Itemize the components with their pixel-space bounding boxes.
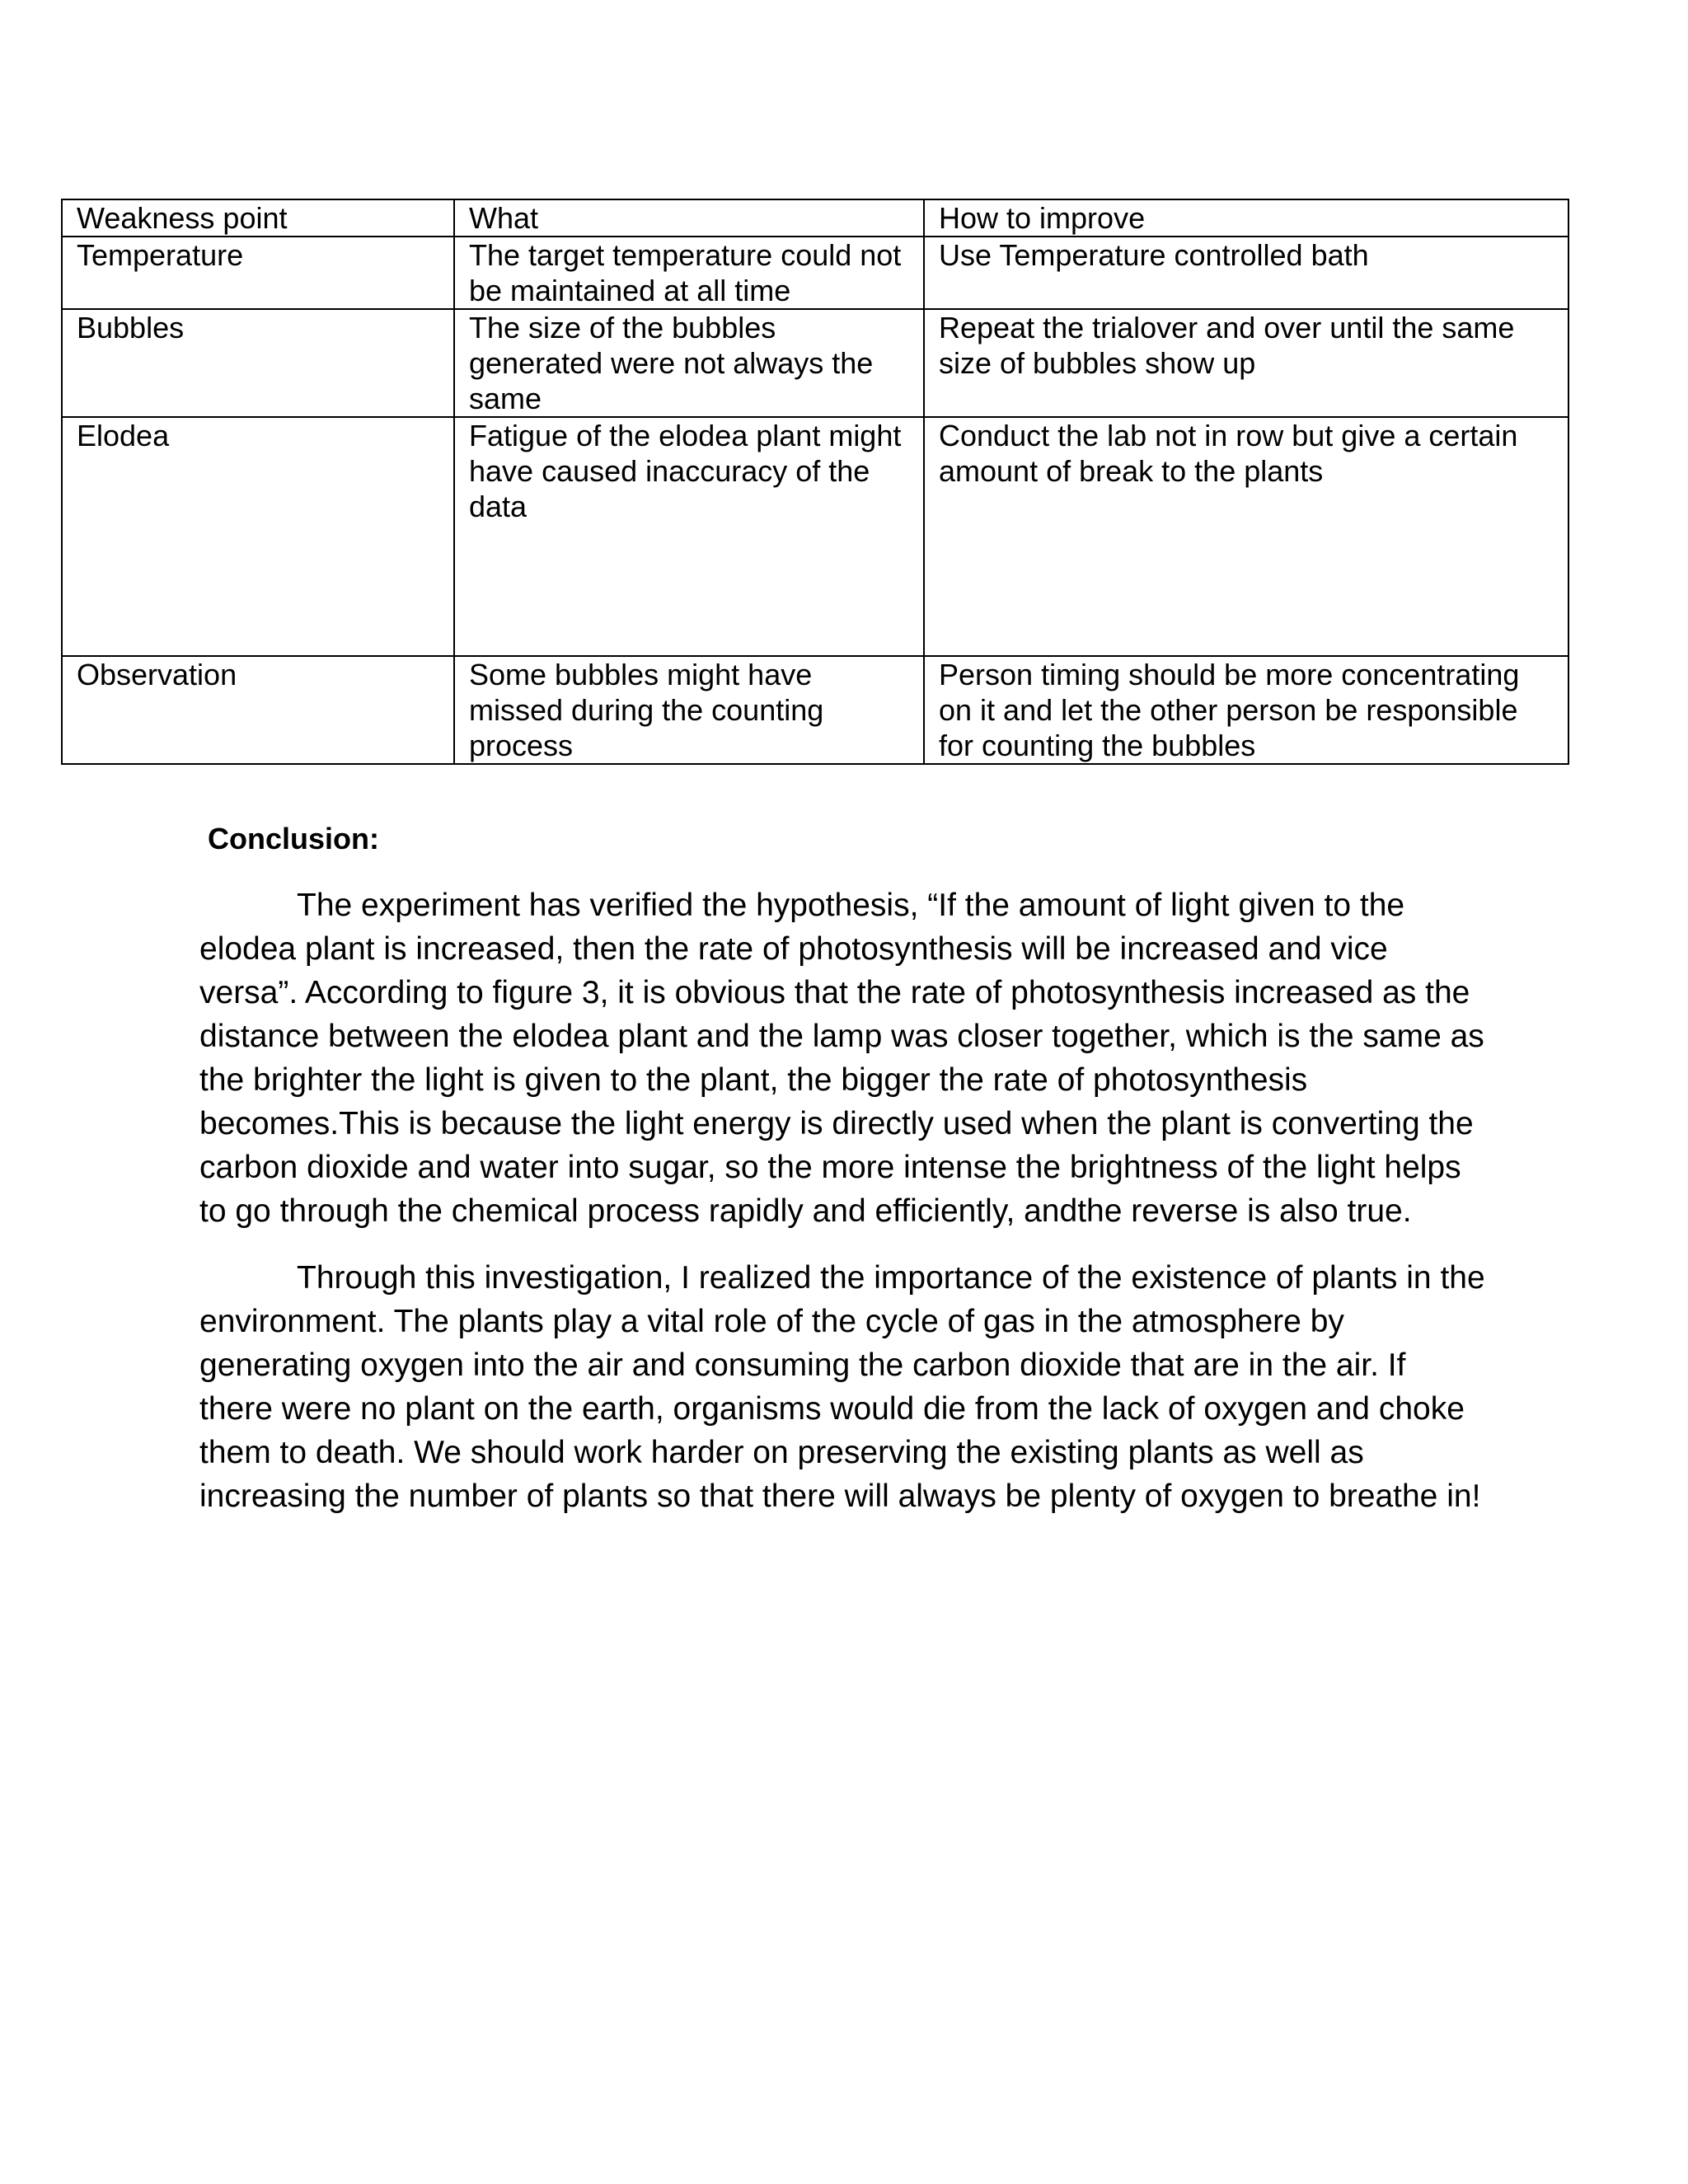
table-cell: Fatigue of the elodea plant might have caused inaccuracy of the data [454,417,924,656]
table-cell: Use Temperature controlled bath [924,237,1568,309]
table-cell: Bubbles [62,309,454,417]
table-cell: The target temperature could not be maintained at all time [454,237,924,309]
table-row [62,656,1568,764]
header-cell-what: What [454,199,924,237]
table-row [62,309,1568,417]
header-cell-how-to-improve: How to improve [924,199,1568,237]
header-cell-weakness-point: Weakness point [62,199,454,237]
table-cell: Person timing should be more concentrating on it and let the other person be responsible for counting the bubbles [924,656,1568,764]
table-cell: The size of the bubbles generated were not always the same [454,309,924,417]
table-header-row [62,199,1568,237]
table-cell: Temperature [62,237,454,309]
table-cell: Conduct the lab not in row but give a certain amount of break to the plants [924,417,1568,656]
weakness-table [61,199,1569,765]
conclusion-body [199,883,1485,1541]
conclusion-heading: Conclusion: [208,822,379,855]
table-cell: Elodea [62,417,454,656]
table-row [62,237,1568,309]
conclusion-paragraph: Through this investigation, I realized the importance of the existence of plants in the environment. The plants play a vital role of the cycle of gas in the atmosphere by generating oxygen into the air and consuming the carbon dioxide that are in the air. If there were no plant on the earth, organisms would die from the lack of oxygen and choke them to death. We should work harder on preserving the existing plants as well as increasing the number of plants so that there will always be plenty of oxygen to breathe in! [199,1260,1485,1514]
table-cell: Observation [62,656,454,764]
table-row [62,417,1568,656]
conclusion-paragraph: The experiment has verified the hypothesis, “If the amount of light given to the elodea plant is increased, then the rate of photosynthesis will be increased and vice versa”. According to figure 3, it is obvious that the rate of photosynthesis increased as the distance between the elodea plant and the lamp was closer together, which is the same as the brighter the light is given to the plant, the bigger the rate of photosynthesis becomes.This is because the light energy is directly used when the plant is converting the carbon dioxide and water into sugar, so the more intense the brightness of the light helps to go through the chemical process rapidly and efficiently, andthe reverse is also true. [199,888,1484,1229]
table-cell: Repeat the trialover and over until the same size of bubbles show up [924,309,1568,417]
table-cell: Some bubbles might have missed during the counting process [454,656,924,764]
